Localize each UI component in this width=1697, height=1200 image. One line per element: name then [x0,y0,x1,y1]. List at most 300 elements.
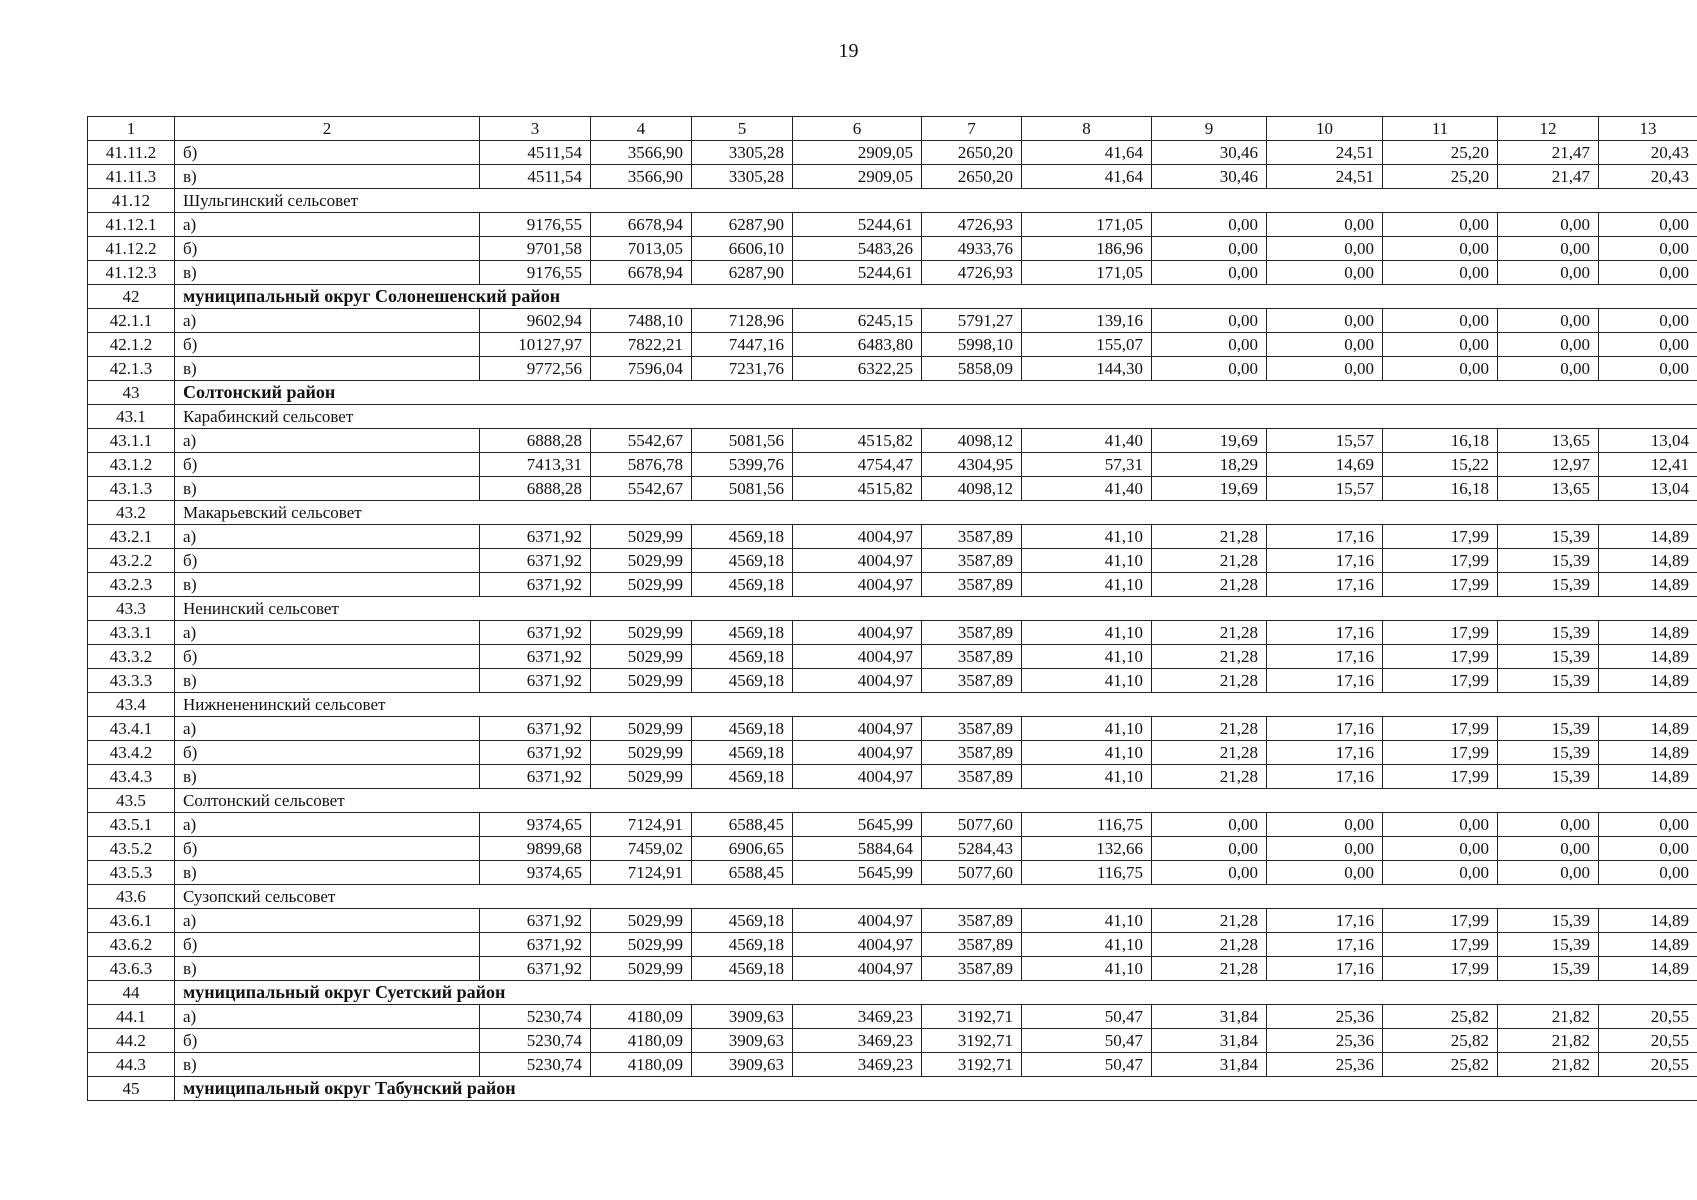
value-cell: 21,28 [1152,645,1267,669]
table-row [88,933,1697,957]
value-cell: 14,89 [1599,741,1697,765]
value-cell: 6483,80 [793,333,922,357]
value-cell: 15,57 [1267,477,1383,501]
column-number-cell: 13 [1599,117,1697,141]
value-cell: 17,99 [1383,909,1498,933]
value-cell: 5483,26 [793,237,922,261]
value-cell: 41,10 [1022,957,1152,981]
value-cell: 14,89 [1599,957,1697,981]
value-cell: 5077,60 [922,813,1022,837]
column-number-cell: 10 [1267,117,1383,141]
row-code: 41.12.3 [88,261,175,285]
table-row [88,909,1697,933]
value-cell: 31,84 [1152,1053,1267,1077]
value-cell: 19,69 [1152,429,1267,453]
value-cell: 6371,92 [480,765,591,789]
row-variant: в) [175,765,480,789]
value-cell: 24,51 [1267,141,1383,165]
value-cell: 21,28 [1152,717,1267,741]
value-cell: 5029,99 [591,621,692,645]
value-cell: 3305,28 [692,141,793,165]
value-cell: 3587,89 [922,573,1022,597]
value-cell: 6888,28 [480,429,591,453]
value-cell: 4511,54 [480,165,591,189]
value-cell: 6678,94 [591,261,692,285]
value-cell: 4098,12 [922,429,1022,453]
value-cell: 4180,09 [591,1053,692,1077]
value-cell: 132,66 [1022,837,1152,861]
value-cell: 2909,05 [793,141,922,165]
row-code: 43.4 [88,693,175,717]
value-cell: 0,00 [1383,333,1498,357]
value-cell: 16,18 [1383,429,1498,453]
row-code: 43.4.3 [88,765,175,789]
row-code: 43.1.1 [88,429,175,453]
value-cell: 5029,99 [591,669,692,693]
value-cell: 0,00 [1267,333,1383,357]
row-code: 44.2 [88,1029,175,1053]
value-cell: 4004,97 [793,717,922,741]
table-row [88,645,1697,669]
value-cell: 14,89 [1599,669,1697,693]
value-cell: 50,47 [1022,1053,1152,1077]
value-cell: 17,16 [1267,741,1383,765]
row-code: 43.3 [88,597,175,621]
table-row [88,549,1697,573]
row-variant: а) [175,213,480,237]
row-code: 43.4.1 [88,717,175,741]
value-cell: 0,00 [1498,813,1599,837]
value-cell: 17,16 [1267,909,1383,933]
section-row [88,981,1697,1005]
row-variant: б) [175,837,480,861]
column-number-cell: 2 [175,117,480,141]
value-cell: 5029,99 [591,717,692,741]
value-cell: 4569,18 [692,525,793,549]
value-cell: 41,10 [1022,933,1152,957]
value-cell: 4180,09 [591,1005,692,1029]
value-cell: 0,00 [1383,813,1498,837]
value-cell: 15,39 [1498,645,1599,669]
value-cell: 6888,28 [480,477,591,501]
value-cell: 21,47 [1498,165,1599,189]
value-cell: 5029,99 [591,909,692,933]
table-row [88,357,1697,381]
row-variant: б) [175,741,480,765]
value-cell: 7596,04 [591,357,692,381]
table-row [88,1029,1697,1053]
value-cell: 15,39 [1498,549,1599,573]
value-cell: 4004,97 [793,525,922,549]
value-cell: 50,47 [1022,1029,1152,1053]
value-cell: 3909,63 [692,1053,793,1077]
value-cell: 0,00 [1383,237,1498,261]
value-cell: 17,16 [1267,669,1383,693]
section-title: муниципальный округ Табунский район [175,1077,1697,1101]
row-variant: б) [175,237,480,261]
row-code: 43.5.3 [88,861,175,885]
value-cell: 41,64 [1022,165,1152,189]
value-cell: 0,00 [1152,813,1267,837]
row-code: 44.3 [88,1053,175,1077]
value-cell: 14,69 [1267,453,1383,477]
value-cell: 21,82 [1498,1005,1599,1029]
value-cell: 12,97 [1498,453,1599,477]
table-row [88,861,1697,885]
value-cell: 41,10 [1022,549,1152,573]
value-cell: 20,55 [1599,1053,1697,1077]
value-cell: 116,75 [1022,861,1152,885]
column-number-row [88,117,1697,141]
value-cell: 0,00 [1599,813,1697,837]
value-cell: 15,39 [1498,717,1599,741]
value-cell: 25,20 [1383,165,1498,189]
value-cell: 41,10 [1022,765,1152,789]
value-cell: 0,00 [1267,837,1383,861]
value-cell: 15,57 [1267,429,1383,453]
section-row [88,405,1697,429]
value-cell: 6588,45 [692,861,793,885]
value-cell: 17,99 [1383,525,1498,549]
value-cell: 4004,97 [793,549,922,573]
value-cell: 116,75 [1022,813,1152,837]
value-cell: 17,16 [1267,573,1383,597]
row-code: 42.1.2 [88,333,175,357]
value-cell: 3587,89 [922,621,1022,645]
value-cell: 15,39 [1498,741,1599,765]
value-cell: 0,00 [1498,357,1599,381]
row-code: 44 [88,981,175,1005]
row-code: 45 [88,1077,175,1101]
value-cell: 0,00 [1599,357,1697,381]
section-title: Солтонский район [175,381,1697,405]
value-cell: 30,46 [1152,165,1267,189]
value-cell: 3587,89 [922,717,1022,741]
value-cell: 15,39 [1498,957,1599,981]
row-code: 41.11.2 [88,141,175,165]
table-row [88,453,1697,477]
value-cell: 12,41 [1599,453,1697,477]
table-row [88,573,1697,597]
row-code: 43.6 [88,885,175,909]
value-cell: 4098,12 [922,477,1022,501]
value-cell: 2650,20 [922,141,1022,165]
value-cell: 3587,89 [922,645,1022,669]
table-row [88,765,1697,789]
value-cell: 41,10 [1022,909,1152,933]
value-cell: 4004,97 [793,909,922,933]
value-cell: 14,89 [1599,717,1697,741]
value-cell: 6371,92 [480,909,591,933]
value-cell: 15,22 [1383,453,1498,477]
value-cell: 5077,60 [922,861,1022,885]
value-cell: 31,84 [1152,1005,1267,1029]
value-cell: 186,96 [1022,237,1152,261]
value-cell: 15,39 [1498,765,1599,789]
column-number-cell: 6 [793,117,922,141]
value-cell: 41,10 [1022,741,1152,765]
section-row [88,285,1697,309]
value-cell: 17,99 [1383,765,1498,789]
value-cell: 21,82 [1498,1053,1599,1077]
value-cell: 15,39 [1498,669,1599,693]
value-cell: 41,10 [1022,645,1152,669]
value-cell: 7447,16 [692,333,793,357]
table-row [88,813,1697,837]
value-cell: 5284,43 [922,837,1022,861]
value-cell: 17,16 [1267,525,1383,549]
value-cell: 13,04 [1599,429,1697,453]
row-code: 43.6.3 [88,957,175,981]
value-cell: 20,43 [1599,141,1697,165]
value-cell: 21,28 [1152,909,1267,933]
value-cell: 6371,92 [480,933,591,957]
value-cell: 0,00 [1267,357,1383,381]
value-cell: 17,99 [1383,621,1498,645]
row-variant: в) [175,261,480,285]
value-cell: 17,99 [1383,717,1498,741]
value-cell: 3587,89 [922,741,1022,765]
value-cell: 0,00 [1599,861,1697,885]
value-cell: 4569,18 [692,669,793,693]
value-cell: 41,40 [1022,477,1152,501]
table-row [88,333,1697,357]
value-cell: 4569,18 [692,717,793,741]
value-cell: 5029,99 [591,957,692,981]
row-code: 44.1 [88,1005,175,1029]
value-cell: 171,05 [1022,261,1152,285]
value-cell: 6371,92 [480,525,591,549]
value-cell: 21,28 [1152,621,1267,645]
row-code: 43.3.2 [88,645,175,669]
value-cell: 3587,89 [922,765,1022,789]
value-cell: 0,00 [1152,213,1267,237]
row-variant: б) [175,549,480,573]
value-cell: 0,00 [1267,237,1383,261]
row-code: 43.6.2 [88,933,175,957]
section-row [88,1077,1697,1101]
value-cell: 0,00 [1599,309,1697,333]
value-cell: 4004,97 [793,573,922,597]
column-number-cell: 11 [1383,117,1498,141]
value-cell: 5998,10 [922,333,1022,357]
value-cell: 41,40 [1022,429,1152,453]
value-cell: 0,00 [1152,837,1267,861]
row-code: 42.1.1 [88,309,175,333]
table-row [88,525,1697,549]
value-cell: 5081,56 [692,477,793,501]
value-cell: 0,00 [1498,213,1599,237]
value-cell: 144,30 [1022,357,1152,381]
value-cell: 20,55 [1599,1029,1697,1053]
value-cell: 6287,90 [692,213,793,237]
value-cell: 4304,95 [922,453,1022,477]
value-cell: 0,00 [1383,837,1498,861]
section-title: Карабинский сельсовет [175,405,1697,429]
row-code: 43.5.2 [88,837,175,861]
value-cell: 21,28 [1152,957,1267,981]
row-variant: в) [175,357,480,381]
value-cell: 4754,47 [793,453,922,477]
value-cell: 17,16 [1267,549,1383,573]
row-code: 43.6.1 [88,909,175,933]
value-cell: 0,00 [1152,861,1267,885]
value-cell: 4004,97 [793,957,922,981]
section-title: Солтонский сельсовет [175,789,1697,813]
value-cell: 4569,18 [692,549,793,573]
value-cell: 6906,65 [692,837,793,861]
column-number-cell: 7 [922,117,1022,141]
value-cell: 5029,99 [591,933,692,957]
tariff-table [87,116,1697,1101]
value-cell: 14,89 [1599,621,1697,645]
value-cell: 0,00 [1599,837,1697,861]
row-code: 43.2.1 [88,525,175,549]
table-row [88,237,1697,261]
section-title: Ненинский сельсовет [175,597,1697,621]
value-cell: 5858,09 [922,357,1022,381]
value-cell: 4569,18 [692,621,793,645]
row-code: 41.12.2 [88,237,175,261]
value-cell: 17,16 [1267,957,1383,981]
value-cell: 21,28 [1152,573,1267,597]
column-number-cell: 4 [591,117,692,141]
value-cell: 3587,89 [922,909,1022,933]
value-cell: 21,28 [1152,933,1267,957]
value-cell: 5029,99 [591,525,692,549]
value-cell: 10127,97 [480,333,591,357]
value-cell: 5399,76 [692,453,793,477]
value-cell: 19,69 [1152,477,1267,501]
value-cell: 7413,31 [480,453,591,477]
value-cell: 9176,55 [480,213,591,237]
value-cell: 20,43 [1599,165,1697,189]
value-cell: 6245,15 [793,309,922,333]
value-cell: 0,00 [1498,861,1599,885]
value-cell: 5230,74 [480,1005,591,1029]
value-cell: 17,99 [1383,573,1498,597]
value-cell: 0,00 [1498,261,1599,285]
table-row [88,957,1697,981]
value-cell: 13,65 [1498,477,1599,501]
table-row [88,429,1697,453]
value-cell: 4180,09 [591,1029,692,1053]
value-cell: 3909,63 [692,1005,793,1029]
value-cell: 13,04 [1599,477,1697,501]
row-code: 41.11.3 [88,165,175,189]
value-cell: 6371,92 [480,669,591,693]
row-code: 43.1.2 [88,453,175,477]
value-cell: 15,39 [1498,621,1599,645]
value-cell: 6371,92 [480,549,591,573]
table-row [88,309,1697,333]
value-cell: 13,65 [1498,429,1599,453]
value-cell: 0,00 [1152,357,1267,381]
row-variant: а) [175,717,480,741]
row-variant: а) [175,1005,480,1029]
value-cell: 4004,97 [793,765,922,789]
value-cell: 17,16 [1267,765,1383,789]
value-cell: 9899,68 [480,837,591,861]
value-cell: 6588,45 [692,813,793,837]
row-variant: в) [175,1053,480,1077]
value-cell: 5791,27 [922,309,1022,333]
table-row [88,621,1697,645]
value-cell: 171,05 [1022,213,1152,237]
value-cell: 17,99 [1383,933,1498,957]
value-cell: 7124,91 [591,861,692,885]
value-cell: 41,10 [1022,525,1152,549]
row-code: 43.2.3 [88,573,175,597]
row-variant: в) [175,477,480,501]
value-cell: 4515,82 [793,477,922,501]
row-code: 41.12 [88,189,175,213]
table-row [88,837,1697,861]
value-cell: 6371,92 [480,573,591,597]
row-variant: б) [175,333,480,357]
value-cell: 0,00 [1267,813,1383,837]
section-title: муниципальный округ Суетский район [175,981,1697,1005]
value-cell: 4569,18 [692,909,793,933]
value-cell: 14,89 [1599,909,1697,933]
row-variant: а) [175,621,480,645]
value-cell: 4569,18 [692,573,793,597]
value-cell: 2650,20 [922,165,1022,189]
value-cell: 6371,92 [480,957,591,981]
value-cell: 15,39 [1498,573,1599,597]
value-cell: 0,00 [1383,213,1498,237]
value-cell: 41,64 [1022,141,1152,165]
value-cell: 14,89 [1599,645,1697,669]
column-number-cell: 12 [1498,117,1599,141]
value-cell: 25,36 [1267,1053,1383,1077]
value-cell: 9374,65 [480,813,591,837]
table-row [88,477,1697,501]
value-cell: 0,00 [1383,357,1498,381]
value-cell: 3192,71 [922,1005,1022,1029]
value-cell: 15,39 [1498,933,1599,957]
value-cell: 5542,67 [591,429,692,453]
value-cell: 5029,99 [591,549,692,573]
value-cell: 7488,10 [591,309,692,333]
value-cell: 0,00 [1599,261,1697,285]
value-cell: 4004,97 [793,741,922,765]
row-variant: б) [175,933,480,957]
row-code: 43.1.3 [88,477,175,501]
value-cell: 30,46 [1152,141,1267,165]
value-cell: 3587,89 [922,549,1022,573]
row-variant: а) [175,813,480,837]
value-cell: 41,10 [1022,621,1152,645]
value-cell: 21,47 [1498,141,1599,165]
value-cell: 24,51 [1267,165,1383,189]
column-number-cell: 9 [1152,117,1267,141]
value-cell: 3566,90 [591,141,692,165]
value-cell: 6287,90 [692,261,793,285]
value-cell: 7013,05 [591,237,692,261]
section-row [88,693,1697,717]
value-cell: 5029,99 [591,741,692,765]
section-row [88,381,1697,405]
value-cell: 4726,93 [922,261,1022,285]
row-code: 43.5.1 [88,813,175,837]
row-code: 43.1 [88,405,175,429]
column-number-cell: 8 [1022,117,1152,141]
value-cell: 7459,02 [591,837,692,861]
section-row [88,885,1697,909]
value-cell: 3587,89 [922,957,1022,981]
value-cell: 31,84 [1152,1029,1267,1053]
